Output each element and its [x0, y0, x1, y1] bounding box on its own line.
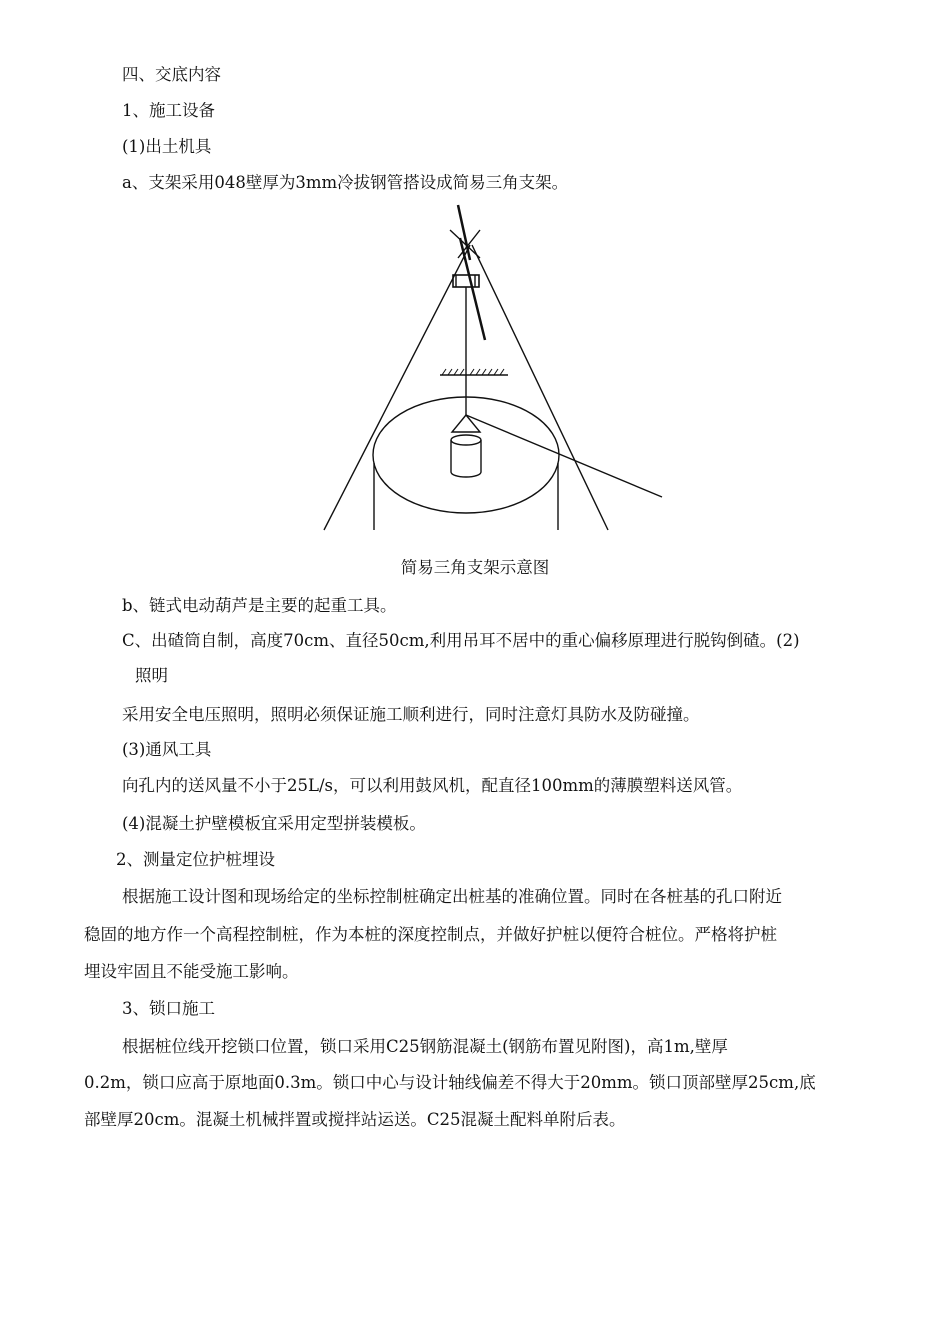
paragraph-b: b、链式电动葫芦是主要的起重工具。 [122, 596, 397, 615]
paragraph-survey-1: 根据施工设计图和现场给定的坐标控制桩确定出桩基的准确位置。同时在各桩基的孔口附近 [122, 887, 782, 906]
paragraph-lock-2: 0.2m，锁口应高于原地面0.3m。锁口中心与设计轴线偏差不得大于20mm。锁口顶部壁厚25cm,底 [84, 1073, 816, 1092]
section-heading-4: 四、交底内容 [122, 65, 221, 84]
bucket-top [451, 435, 481, 445]
paragraph-ventilation: 向孔内的送风量不小于25L/s，可以利用鼓风机，配直径100mm的薄膜塑料送风管。 [122, 776, 743, 795]
tripod-leg-left [324, 245, 470, 530]
pull-rope [466, 415, 662, 497]
paragraph-lighting: 采用安全电压照明，照明必须保证施工顺利进行，同时注意灯具防水及防碰撞。 [122, 705, 700, 724]
subsection-heading-1: 1、施工设备 [122, 101, 215, 120]
bucket-bottom [451, 472, 481, 477]
subsection-heading-3: 3、锁口施工 [122, 999, 215, 1018]
item-heading-1: (1)出土机具 [122, 137, 212, 156]
tripod-leg-back [460, 238, 485, 340]
figure-caption: 简易三角支架示意图 [400, 558, 550, 577]
item-heading-2: 照明 [135, 666, 168, 685]
paragraph-c: C、出碴筒自制，高度70cm、直径50cm,利用吊耳不居中的重心偏移原理进行脱钩倒碴。(2) [122, 631, 800, 650]
paragraph-a: a、支架采用048壁厚为3mm冷拔钢管搭设成简易三角支架。 [122, 173, 569, 192]
paragraph-survey-2: 稳固的地方作一个高程控制桩，作为本桩的深度控制点，并做好护桩以便符合桩位。严格将护桩 [84, 925, 777, 944]
tripod-leg-right [472, 245, 608, 530]
item-heading-4: (4)混凝土护壁模板宜采用定型拼装模板。 [122, 814, 426, 833]
paragraph-survey-3: 埋设牢固且不能受施工影响。 [84, 962, 299, 981]
ground-hatch [442, 369, 504, 375]
subsection-heading-2: 2、测量定位护桩埋设 [116, 850, 275, 869]
paragraph-lock-1: 根据桩位线开挖锁口位置，锁口采用C25钢筋混凝土(钢筋布置见附图)，高1m,壁厚 [122, 1037, 728, 1056]
bucket-sling [452, 415, 480, 432]
tripod-diagram [320, 200, 670, 535]
item-heading-3: (3)通风工具 [122, 740, 212, 759]
paragraph-lock-3: 部壁厚20cm。混凝土机械拌置或搅拌站运送。C25混凝土配料单附后表。 [84, 1110, 626, 1129]
